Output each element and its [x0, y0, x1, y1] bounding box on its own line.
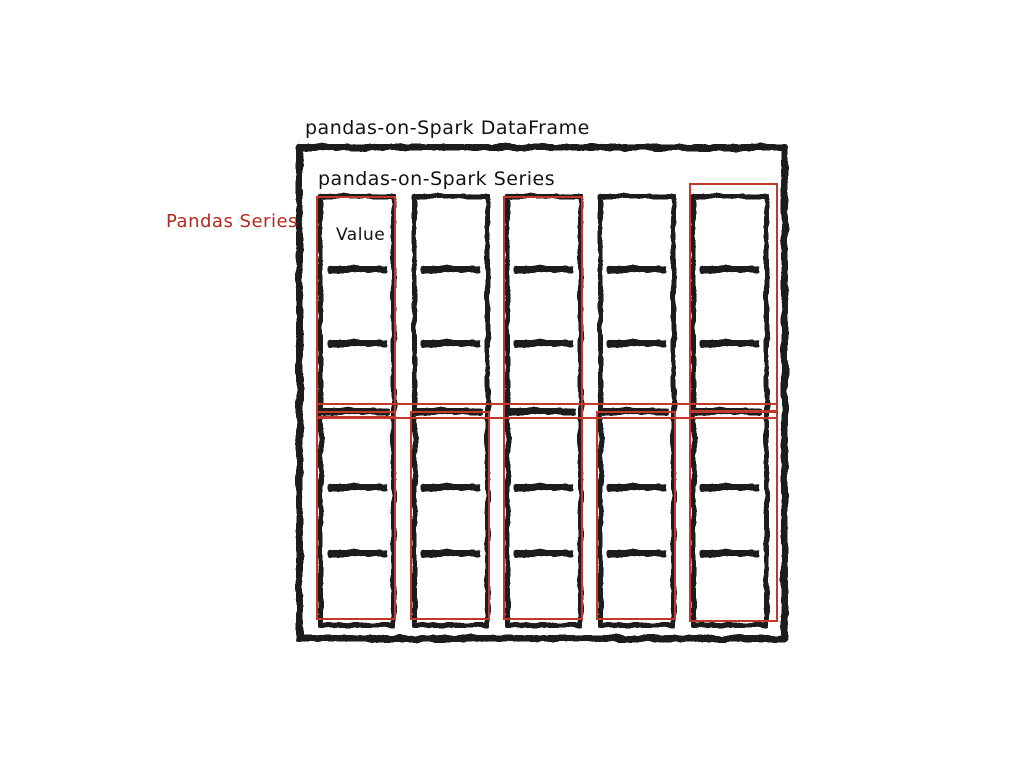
highlight-column4-lower	[596, 411, 676, 620]
cell-divider	[421, 266, 481, 273]
highlight-right-column-top	[689, 183, 778, 413]
cell-divider	[607, 266, 667, 273]
pandas-series-label: Pandas Series	[166, 211, 298, 232]
dataframe-label: pandas-on-Spark DataFrame	[305, 117, 590, 139]
highlight-pandas-series-block-lower	[316, 411, 396, 620]
highlight-right-column-bottom	[689, 410, 778, 622]
cell-divider	[607, 340, 667, 347]
value-label: Value	[336, 225, 386, 245]
series-label: pandas-on-Spark Series	[318, 168, 556, 190]
cell-divider	[421, 340, 481, 347]
highlight-column2-lower	[410, 411, 490, 620]
